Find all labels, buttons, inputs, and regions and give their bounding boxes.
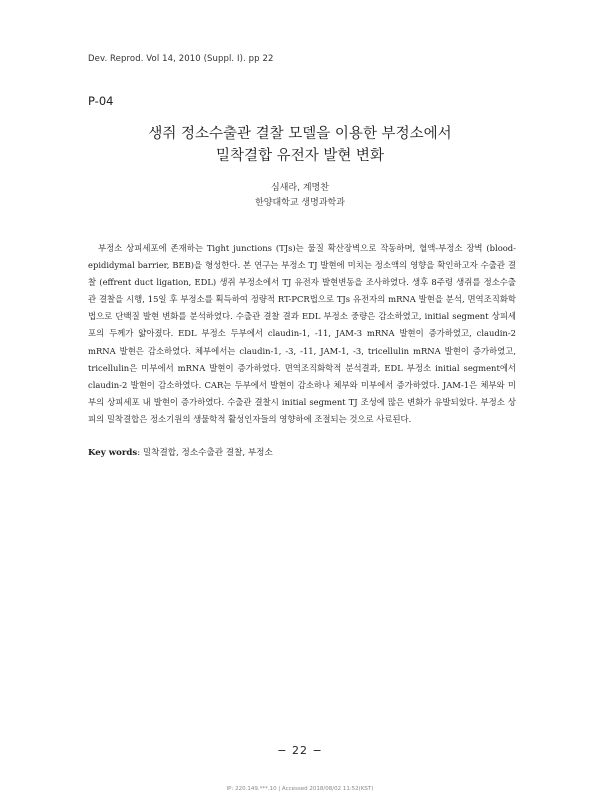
paper-title [88,123,512,167]
keywords-label: Key words [88,448,138,458]
title-line-1: 생쥐 정소수출관 결찰 모델을 이용한 부정소에서 [148,126,452,142]
keywords-value: : 밀착결합, 정소수출관 결찰, 부정소 [137,448,273,458]
poster-id: P-04 [88,94,114,108]
keywords [88,446,273,458]
access-footer: IP: 220.149.***.10 | Accessed 2018/08/02 11:52(KST) [226,786,374,792]
page-number: − 22 − [277,744,323,757]
journal-citation: Dev. Reprod. Vol 14, 2010 (Suppl. I). pp 22 [88,54,274,64]
authors: 심새라, 계명찬 [271,183,329,193]
title-line-2: 밀착결합 유전자 발현 변화 [216,148,384,164]
abstract-body: 부정소 상피세포에 존재하는 Tight junctions (TJs)는 물질 확산장벽으로 작동하며, 혈액-부정소 장벽 (blood-epididymal barrier, BEB)을 형성한다. 본 연구는 부정소 TJ 발현에 미치는 정소액의 영향을 확인하고자 수출관 결찰 (effrent duct ligation, EDL) 생쥐 부정소에서 TJ 유전자 발현변동을 조사하였다. 생후 8주령 생쥐를 정소수출관 결찰을 시행, 15일 후 부정소를 획득하여 정량적 RT-PCR법으로 TJs 유전자의 mRNA 발현을 분석, 면역조직화학법으로 단백질 발현 변화를 분석하였다. 수출관 결찰 결과 EDL 부정소 중량은 감소하였고, initial segment 상피세포의 두께가 얇아졌다. EDL 부정소 두부에서 claudin-1, -11, JAM-3 mRNA 발현이 증가하였고, claudin-2 mRNA 발현은 감소하였다. 체부에서는 claudin-1, -3, -11, JAM-1, -3, tricellulin mRNA 발현이 증가하였고, tricellulin은 미부에서 mRNA 발현이 증가하였다. 면역조직화학적 분석결과, EDL 부정소 initial segment에서 claudin-2 발현이 감소하였다. CAR는 두부에서 발현이 감소하나 체부와 미부에서 증가하였다. JAM-1은 체부와 미부의 상피세포 내 발현이 증가하였다. 수출관 결찰시 initial segment TJ 조성에 많은 변화가 유발되었다. 부정소 상피의 밀착결합은 정소기원의 생물학적 활성인자들의 영향하에 조절되는 것으로 사료된다. [88,243,516,424]
affiliation: 한양대학교 생명과학과 [255,198,345,208]
